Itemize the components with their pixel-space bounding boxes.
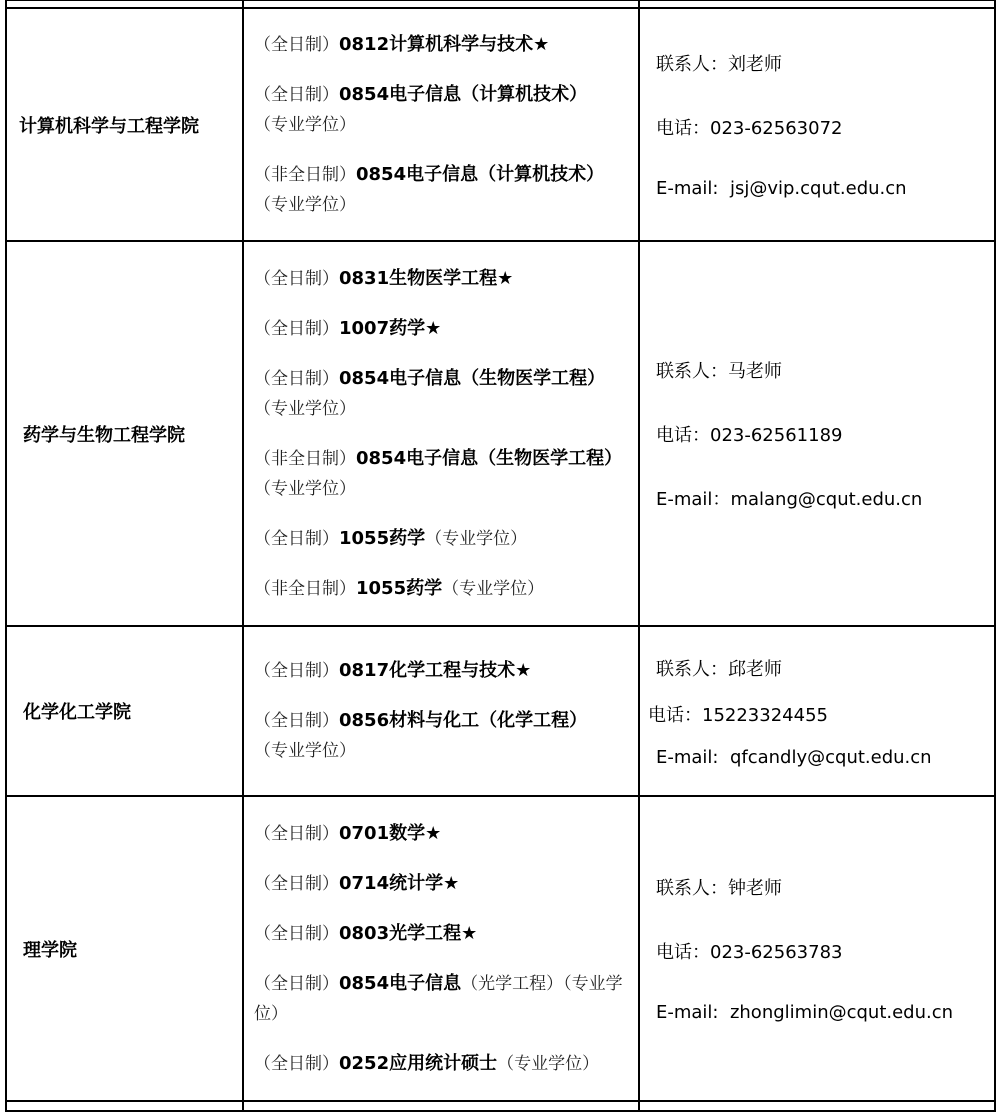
cell-empty [243, 0, 639, 8]
program-item: （全日制）0714统计学★ [254, 872, 460, 894]
program-list [244, 819, 638, 1079]
department-name: 药学与生物工程学院 [23, 424, 185, 446]
department-cell [6, 241, 243, 626]
program-item: （全日制）0803光学工程★ [254, 922, 478, 944]
department-name: 化学化工学院 [23, 702, 131, 723]
programs-cell [243, 8, 639, 241]
contact-phone: 电话：15223324455 [648, 704, 828, 726]
contact-cell [639, 796, 995, 1101]
program-item: （全日制）0856材料与化工（化学工程） （专业学位） [254, 710, 588, 761]
department-cell [6, 8, 243, 241]
contact-phone: 电话：023-62561189 [656, 424, 843, 446]
department-cell [6, 796, 243, 1101]
program-list [244, 264, 638, 604]
contact-cell [639, 241, 995, 626]
department-cell [6, 626, 243, 796]
table-row-top-partial [6, 0, 995, 8]
contact-phone: 电话：023-62563783 [656, 942, 843, 963]
contact-email: E-mail：malang@cqut.edu.cn [656, 488, 923, 510]
program-item: （全日制）0854电子信息（计算机技术） （专业学位） [254, 83, 588, 135]
program-item: （全日制）0854电子信息（生物医学工程） （专业学位） [254, 367, 606, 419]
program-item: （非全日制）0854电子信息（计算机技术） （专业学位） [254, 163, 605, 215]
programs-cell [243, 796, 639, 1101]
contact-info [640, 50, 994, 199]
program-item: （全日制）0831生物医学工程★ [254, 267, 514, 289]
email-link[interactable]: qfcandly@cqut.edu.cn [729, 746, 932, 768]
program-list [244, 656, 638, 766]
program-item: （全日制）0252应用统计硕士（专业学位） [254, 1052, 600, 1074]
contact-person: 联系人：马老师 [656, 360, 782, 382]
program-list [244, 30, 638, 220]
contact-cell [639, 626, 995, 796]
contact-phone: 电话：023-62563072 [656, 118, 843, 139]
email-link[interactable]: zhonglimin@cqut.edu.cn [729, 1002, 954, 1023]
table-row [6, 626, 995, 796]
programs-cell [243, 241, 639, 626]
program-item: （全日制）1007药学★ [254, 317, 442, 339]
contact-email: E-mail: qfcandly@cqut.edu.cn [656, 746, 932, 768]
program-item: （全日制）0701数学★ [254, 822, 442, 844]
email-link[interactable]: malang@cqut.edu.cn [730, 488, 923, 510]
admissions-contact-table [5, 0, 996, 1112]
contact-person: 联系人：钟老师 [656, 878, 782, 899]
contact-info [640, 874, 994, 1023]
program-item: （全日制）0812计算机科学与技术★ [254, 33, 550, 55]
table-row [6, 796, 995, 1101]
contact-person: 联系人：邱老师 [656, 658, 782, 680]
cell-empty [6, 0, 243, 8]
programs-cell [243, 626, 639, 796]
program-item: （全日制）0817化学工程与技术★ [254, 660, 532, 681]
program-item: （全日制）1055药学（专业学位） [254, 527, 528, 549]
table-row [6, 241, 995, 626]
contact-person: 联系人：刘老师 [656, 54, 782, 75]
contact-cell [639, 8, 995, 241]
table-row [6, 8, 995, 241]
contact-email: E-mail: zhonglimin@cqut.edu.cn [656, 1002, 954, 1023]
program-item: （全日制）0854电子信息（光学工程）（专业学位） [254, 972, 623, 1024]
contact-info [640, 357, 994, 511]
contact-email: E-mail: jsj@vip.cqut.edu.cn [656, 178, 907, 199]
program-item: （非全日制）1055药学（专业学位） [254, 577, 545, 599]
program-item: （非全日制）0854电子信息（生物医学工程）（专业学位） [254, 447, 623, 499]
contact-info [640, 655, 994, 768]
cell-empty [639, 0, 995, 8]
email-link[interactable]: jsj@vip.cqut.edu.cn [729, 178, 907, 199]
department-name: 计算机科学与工程学院 [19, 115, 199, 137]
department-name: 理学院 [23, 939, 77, 961]
